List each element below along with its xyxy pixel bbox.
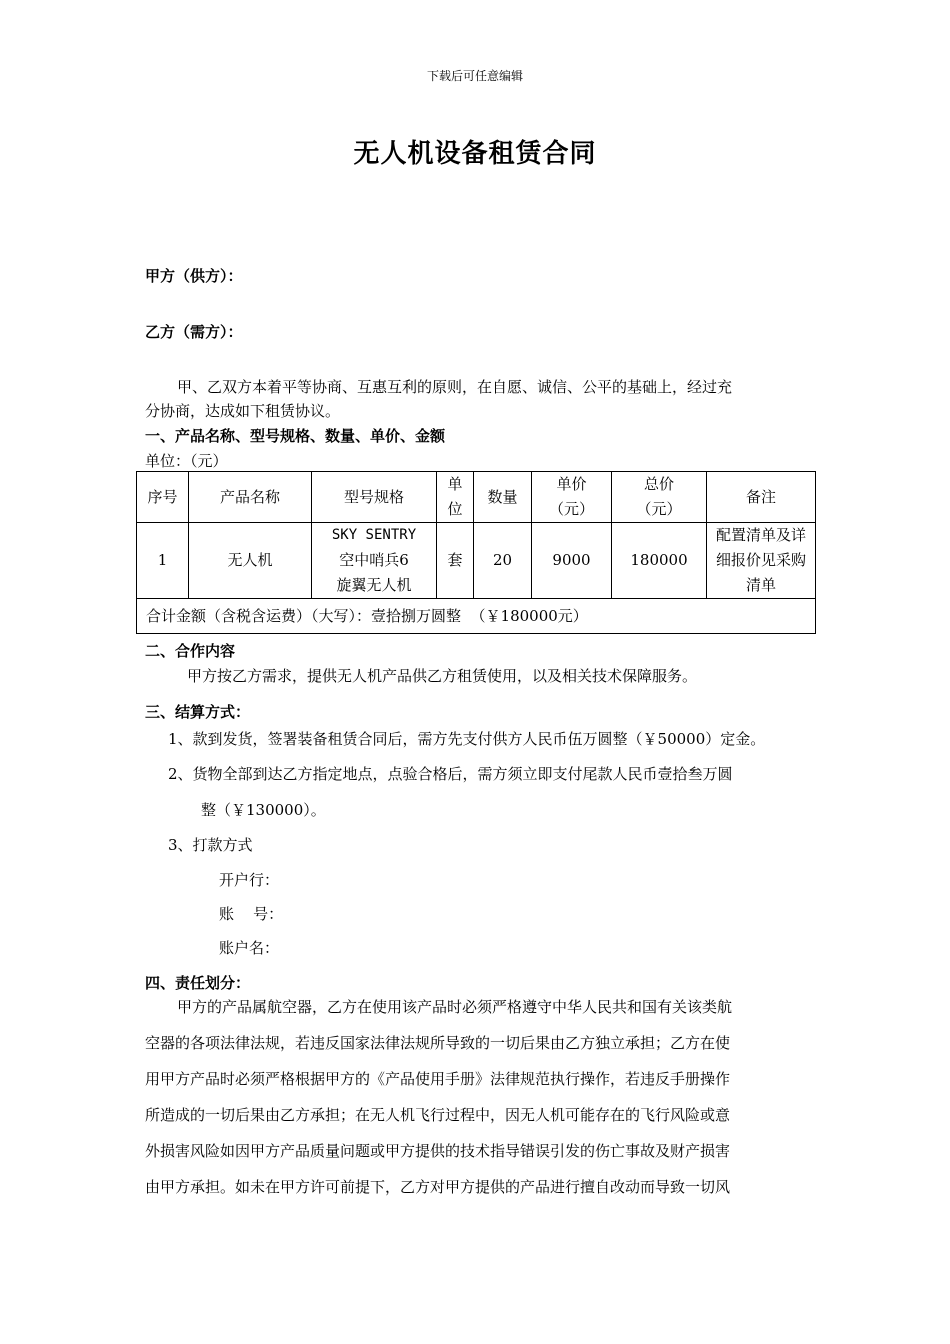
responsibility-line: 用甲方产品时必须严格根据甲方的《产品使用手册》法律规范执行操作，若违反手册操作 — [145, 1070, 731, 1088]
section-2-heading: 二、合作内容 — [145, 642, 236, 660]
cell-qty: 20 — [474, 523, 532, 599]
header-remark: 备注 — [707, 472, 816, 523]
header-note: 下载后可任意编辑 — [426, 69, 523, 83]
responsibility-line: 空器的各项法律法规，若违反国家法律法规所导致的一切后果由乙方独立承担；乙方在使 — [145, 1034, 731, 1052]
intro-line-1: 甲、乙双方本着平等协商、互惠互利的原则，在自愿、诚信、公平的基础上，经过充 — [177, 378, 733, 396]
cell-sum: 合计金额（含税含运费）（大写）：壹拾捌万圆整 （￥180000元） — [137, 599, 816, 634]
section-1-heading: 一、产品名称、型号规格、数量、单价、金额 — [145, 427, 446, 445]
cell-price: 9000 — [532, 523, 612, 599]
header-price: 单价 （元） — [532, 472, 612, 523]
responsibility-line: 所造成的一切后果由乙方承担；在无人机飞行过程中，因无人机可能存在的飞行风险或意 — [145, 1106, 731, 1124]
payment-item-1: 1、款到发货，签署装备租赁合同后，需方先支付供方人民币伍万圆整（￥50000）定金。 — [168, 730, 766, 748]
header-qty: 数量 — [474, 472, 532, 523]
account-label: 账 号： — [219, 905, 284, 923]
product-table — [136, 471, 816, 634]
responsibility-line: 外损害风险如因甲方产品质量问题或甲方提供的技术指导错误引发的伤亡事故及财产损害 — [145, 1142, 731, 1160]
party-b-label: 乙方（需方）： — [145, 323, 243, 341]
section-4-heading: 四、责任划分： — [145, 974, 251, 992]
header-name: 产品名称 — [189, 472, 312, 523]
table-sum-row — [137, 599, 816, 634]
party-a-label: 甲方（供方）： — [145, 267, 243, 285]
payment-item-3: 3、打款方式 — [168, 836, 253, 854]
cell-index: 1 — [137, 523, 189, 599]
intro-line-2: 分协商，达成如下租赁协议。 — [145, 402, 341, 420]
section-2-text: 甲方按乙方需求，提供无人机产品供乙方租赁使用，以及相关技术保障服务。 — [187, 667, 698, 685]
cell-name: 无人机 — [189, 523, 312, 599]
payment-item-2-line-1: 2、货物全部到达乙方指定地点，点验合格后，需方须立即支付尾款人民币壹拾叁万圆 — [168, 765, 733, 783]
payment-item-2-line-2: 整（￥130000）。 — [201, 801, 326, 819]
header-model: 型号规格 — [312, 472, 437, 523]
header-total: 总价 （元） — [612, 472, 707, 523]
responsibility-line: 由甲方承担。如未在甲方许可前提下，乙方对甲方提供的产品进行擅自改动而导致一切风 — [145, 1178, 731, 1196]
section-3-heading: 三、结算方式： — [145, 703, 251, 721]
unit-note: 单位：（元） — [145, 452, 228, 470]
bank-label: 开户行： — [219, 871, 280, 889]
page-title: 无人机设备租赁合同 — [353, 139, 597, 169]
cell-unit: 套 — [437, 523, 474, 599]
header-index: 序号 — [137, 472, 189, 523]
cell-remark: 配置清单及详 细报价见采购 清单 — [707, 523, 816, 599]
cell-model: SKY SENTRY 空中哨兵6 旋翼无人机 — [312, 523, 437, 599]
account-name-label: 账户名： — [219, 939, 280, 957]
responsibility-line: 甲方的产品属航空器，乙方在使用该产品时必须严格遵守中华人民共和国有关该类航 — [177, 998, 733, 1016]
header-unit: 单 位 — [437, 472, 474, 523]
cell-total: 180000 — [612, 523, 707, 599]
table-header-row — [137, 472, 816, 523]
table-row — [137, 523, 816, 599]
